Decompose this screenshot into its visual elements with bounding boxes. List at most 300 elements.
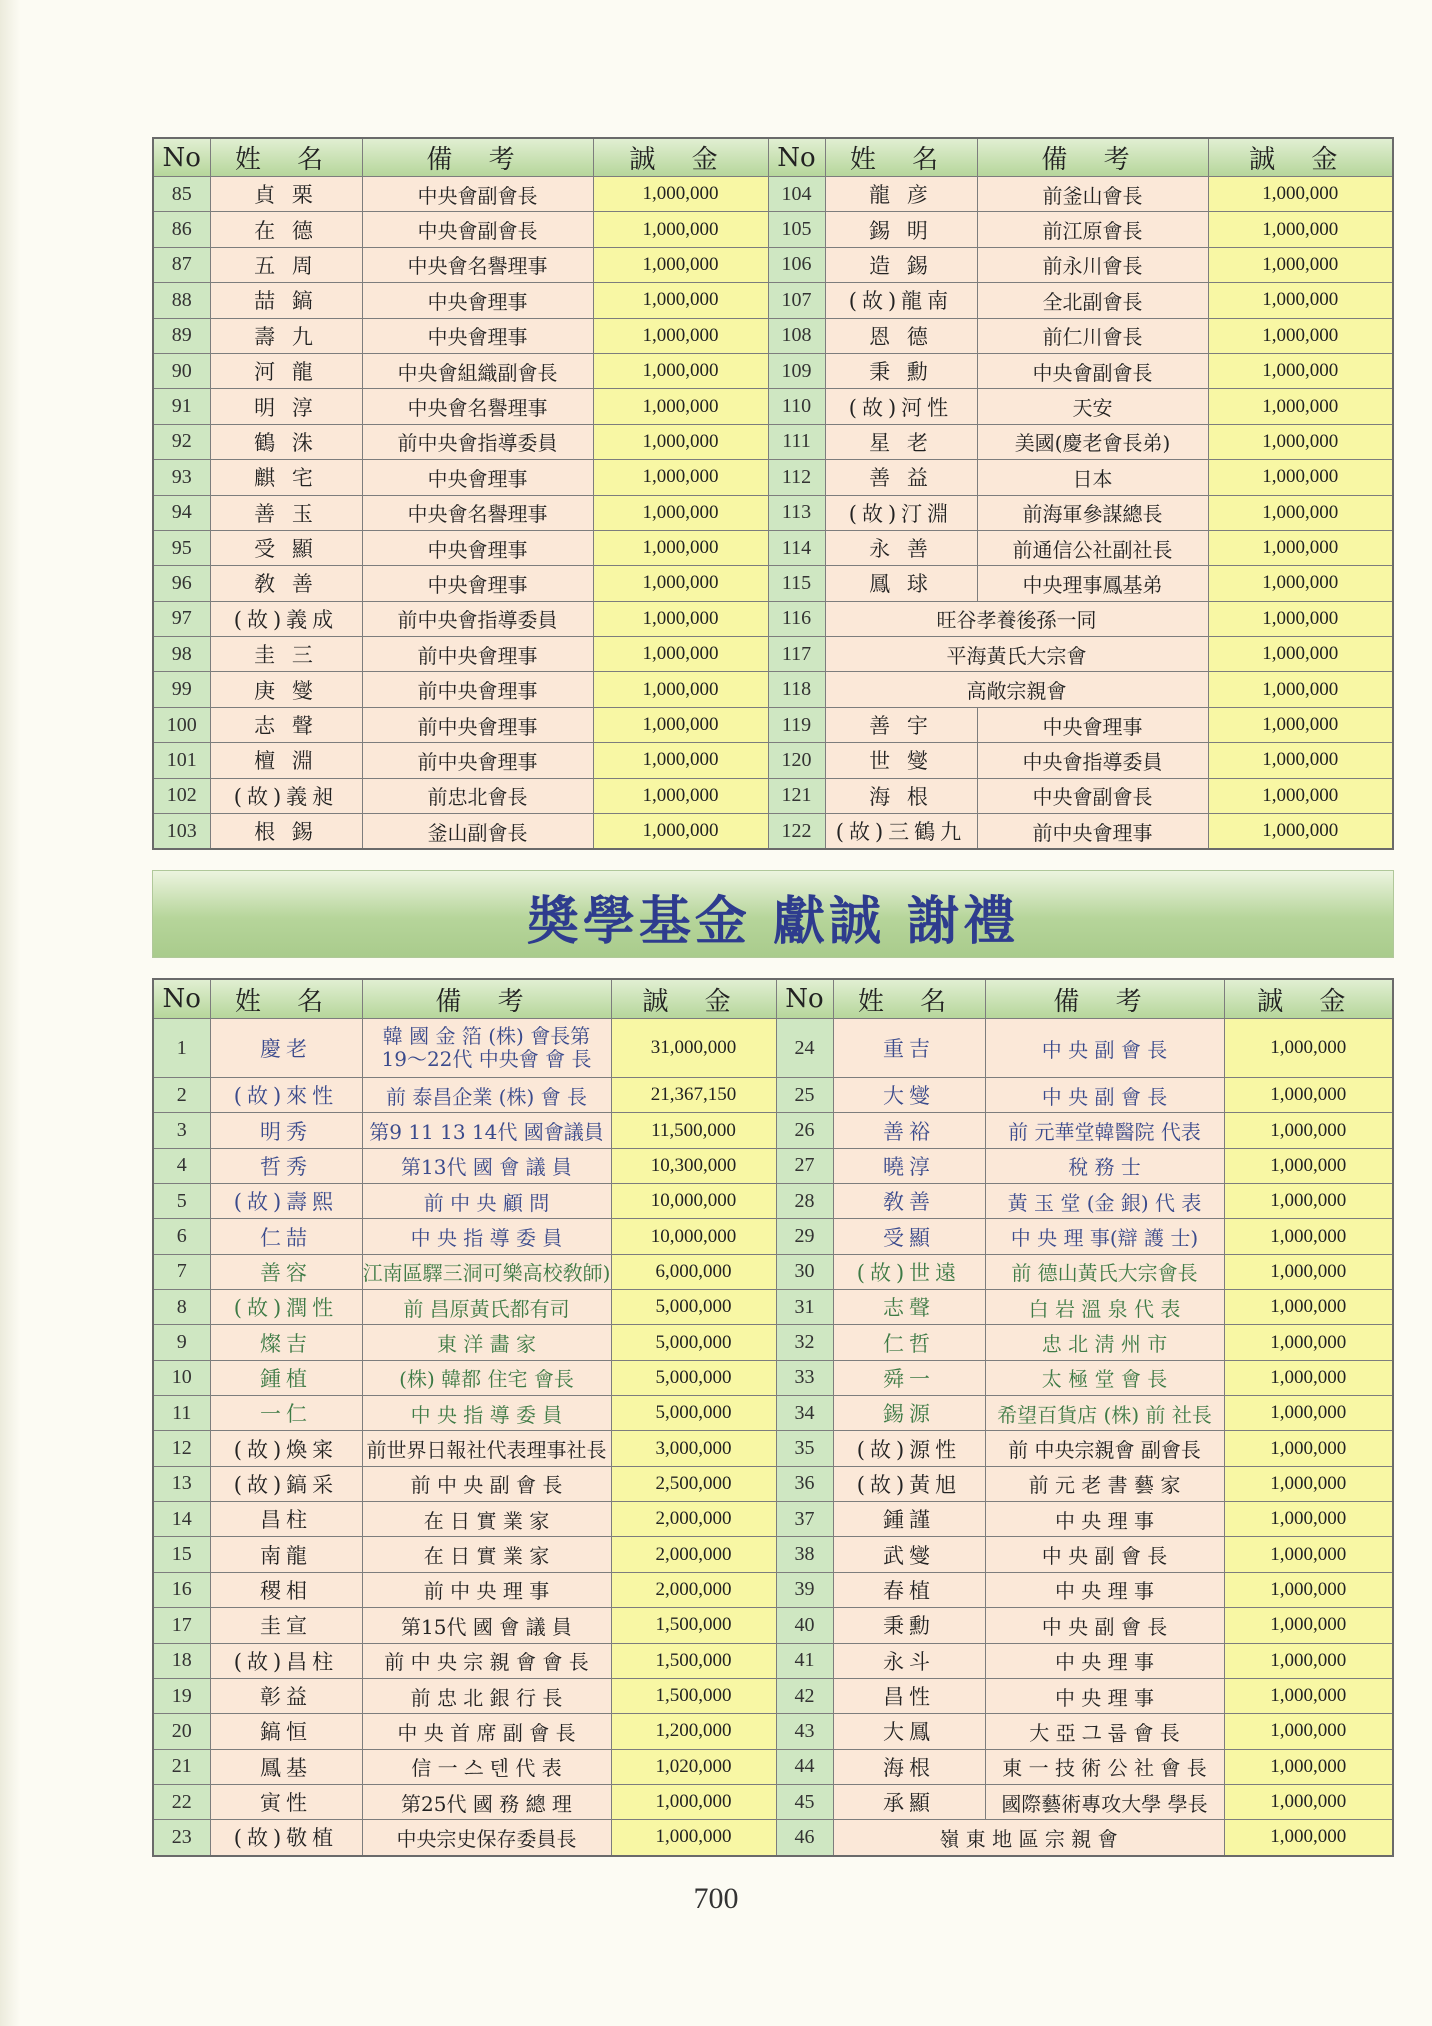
entry-note: 前 中 央 理 事 xyxy=(362,1572,611,1607)
entry-note: 黃 玉 堂 (金 銀) 代 表 xyxy=(985,1184,1224,1219)
table-row xyxy=(153,283,1393,318)
entry-amount: 1,000,000 xyxy=(1224,1572,1393,1607)
entry-name: 麒 宅 xyxy=(210,460,362,495)
entry-no: 5 xyxy=(153,1184,210,1219)
table-row xyxy=(153,707,1393,742)
entry-amount: 1,000,000 xyxy=(1224,1396,1393,1431)
header-name: 姓 名 xyxy=(825,138,977,177)
table-row xyxy=(153,1396,1393,1431)
entry-amount: 1,000,000 xyxy=(1208,707,1393,742)
entry-note: 天安 xyxy=(977,389,1208,424)
entry-note: 前中央會理事 xyxy=(362,707,593,742)
entry-name: 昌性 xyxy=(833,1678,985,1713)
entry-no: 96 xyxy=(153,566,210,601)
table-row xyxy=(153,1572,1393,1607)
donation-table-scholarship xyxy=(152,978,1394,1857)
entry-amount: 1,000,000 xyxy=(1224,1466,1393,1501)
table-row xyxy=(153,424,1393,459)
entry-amount: 1,000,000 xyxy=(593,389,768,424)
entry-amount: 5,000,000 xyxy=(611,1325,776,1360)
entry-note: 中 央 副 會 長 xyxy=(985,1608,1224,1643)
entry-amount: 1,000,000 xyxy=(1224,1678,1393,1713)
entry-name: 世 燮 xyxy=(825,743,977,778)
entry-amount: 11,500,000 xyxy=(611,1113,776,1148)
entry-no: 22 xyxy=(153,1784,210,1819)
entry-name: 錫 明 xyxy=(825,212,977,247)
entry-amount: 1,000,000 xyxy=(1208,530,1393,565)
entry-name: 圭宣 xyxy=(210,1608,362,1643)
entry-no: 91 xyxy=(153,389,210,424)
table-row xyxy=(153,495,1393,530)
entry-no: 38 xyxy=(776,1537,833,1572)
entry-no: 7 xyxy=(153,1254,210,1289)
entry-amount: 1,000,000 xyxy=(1208,601,1393,636)
entry-name: 曉淳 xyxy=(833,1148,985,1183)
entry-no: 95 xyxy=(153,530,210,565)
entry-no: 45 xyxy=(776,1784,833,1819)
table-row xyxy=(153,1784,1393,1819)
entry-amount: 1,000,000 xyxy=(1224,1360,1393,1395)
table-row xyxy=(153,247,1393,282)
entry-name: 貞 栗 xyxy=(210,177,362,212)
entry-note: 前 中 央 顧 問 xyxy=(362,1184,611,1219)
entry-name: 永 善 xyxy=(825,530,977,565)
entry-no: 98 xyxy=(153,637,210,672)
entry-name: 檀 淵 xyxy=(210,743,362,778)
entry-amount: 1,000,000 xyxy=(1224,1325,1393,1360)
header-amount: 誠 金 xyxy=(1208,138,1393,177)
entry-no: 118 xyxy=(768,672,825,707)
entry-note: 白 岩 溫 泉 代 表 xyxy=(985,1290,1224,1325)
page-number: 700 xyxy=(693,1882,739,1915)
entry-note: 國際藝術專攻大學 學長 xyxy=(985,1784,1224,1819)
entry-name: 敎善 xyxy=(833,1184,985,1219)
entry-note: 前仁川會長 xyxy=(977,318,1208,353)
entry-note: 前江原會長 xyxy=(977,212,1208,247)
entry-amount: 1,000,000 xyxy=(1208,495,1393,530)
entry-name: 海 根 xyxy=(825,778,977,813)
entry-name: 秉 勳 xyxy=(825,353,977,388)
entry-no: 42 xyxy=(776,1678,833,1713)
entry-note: 中央會理事 xyxy=(362,460,593,495)
entry-name: (故)義昶 xyxy=(210,778,362,813)
table-row xyxy=(153,1184,1393,1219)
entry-note: 釜山副會長 xyxy=(362,814,593,850)
entry-no: 46 xyxy=(776,1820,833,1856)
entry-note: 中 央 指 導 委 員 xyxy=(362,1396,611,1431)
entry-note: 前 忠 北 銀 行 長 xyxy=(362,1678,611,1713)
entry-no: 101 xyxy=(153,743,210,778)
entry-amount: 1,000,000 xyxy=(593,212,768,247)
table-row xyxy=(153,1714,1393,1749)
entry-no: 117 xyxy=(768,637,825,672)
entry-name: 善容 xyxy=(210,1254,362,1289)
entry-no: 114 xyxy=(768,530,825,565)
entry-no: 39 xyxy=(776,1572,833,1607)
entry-amount: 1,500,000 xyxy=(611,1678,776,1713)
entry-note: 江南區驛三洞可樂高校敎師) xyxy=(362,1254,611,1289)
entry-name: 善裕 xyxy=(833,1113,985,1148)
entry-note: 前海軍參謀總長 xyxy=(977,495,1208,530)
entry-note: 中央理事鳳基弟 xyxy=(977,566,1208,601)
entry-note: 中央會副會長 xyxy=(977,778,1208,813)
entry-amount: 1,000,000 xyxy=(1208,353,1393,388)
entry-note: 前 中 央 副 會 長 xyxy=(362,1466,611,1501)
entry-no: 34 xyxy=(776,1396,833,1431)
entry-name: 鍾植 xyxy=(210,1360,362,1395)
entry-note: 第9 11 13 14代 國會議員 xyxy=(362,1113,611,1148)
entry-no: 3 xyxy=(153,1113,210,1148)
entry-no: 25 xyxy=(776,1078,833,1113)
entry-note: 中央會名譽理事 xyxy=(362,495,593,530)
entry-name: 哲秀 xyxy=(210,1148,362,1183)
entry-amount: 1,000,000 xyxy=(1208,212,1393,247)
entry-amount: 1,000,000 xyxy=(593,353,768,388)
entry-amount: 10,000,000 xyxy=(611,1184,776,1219)
entry-name: 造 錫 xyxy=(825,247,977,282)
entry-no: 19 xyxy=(153,1678,210,1713)
entry-amount: 1,000,000 xyxy=(1224,1608,1393,1643)
entry-note: (株) 韓都 住宅 會長 xyxy=(362,1360,611,1395)
entry-no: 110 xyxy=(768,389,825,424)
table-row xyxy=(153,353,1393,388)
entry-amount: 10,300,000 xyxy=(611,1148,776,1183)
entry-note: 中央會理事 xyxy=(977,707,1208,742)
entry-no: 24 xyxy=(776,1019,833,1078)
entry-no: 23 xyxy=(153,1820,210,1856)
entry-name: 明 淳 xyxy=(210,389,362,424)
entry-name: 一仁 xyxy=(210,1396,362,1431)
entry-note: 第25代 國 務 總 理 xyxy=(362,1784,611,1819)
entry-merged-name: 旺谷孝養後孫一同 xyxy=(825,601,1208,636)
entry-name: 在 德 xyxy=(210,212,362,247)
entry-name: 五 周 xyxy=(210,247,362,282)
entry-amount: 1,000,000 xyxy=(593,247,768,282)
header-name: 姓 名 xyxy=(210,979,362,1019)
entry-amount: 1,020,000 xyxy=(611,1749,776,1784)
entry-note: 中 央 副 會 長 xyxy=(985,1019,1224,1078)
entry-no: 106 xyxy=(768,247,825,282)
entry-amount: 1,000,000 xyxy=(593,637,768,672)
header-note: 備 考 xyxy=(362,138,593,177)
entry-name: 舜一 xyxy=(833,1360,985,1395)
entry-name: 志 聲 xyxy=(210,707,362,742)
entry-name: 昌柱 xyxy=(210,1502,362,1537)
entry-no: 109 xyxy=(768,353,825,388)
entry-name: (故)汀淵 xyxy=(825,495,977,530)
entry-note: 前中央會指導委員 xyxy=(362,424,593,459)
entry-note: 美國(慶老會長弟) xyxy=(977,424,1208,459)
entry-no: 15 xyxy=(153,1537,210,1572)
header-no: No xyxy=(153,979,210,1019)
entry-amount: 1,000,000 xyxy=(1224,1290,1393,1325)
entry-name: 喆 鎬 xyxy=(210,283,362,318)
section-banner xyxy=(152,870,1394,958)
entry-name: 庚 燮 xyxy=(210,672,362,707)
entry-no: 18 xyxy=(153,1643,210,1678)
entry-no: 28 xyxy=(776,1184,833,1219)
entry-note: 在 日 實 業 家 xyxy=(362,1502,611,1537)
table-row xyxy=(153,1113,1393,1148)
entry-name: (故)壽熙 xyxy=(210,1184,362,1219)
entry-note: 大 亞 그 룹 會 長 xyxy=(985,1714,1224,1749)
table-row xyxy=(153,530,1393,565)
entry-no: 12 xyxy=(153,1431,210,1466)
header-name: 姓 名 xyxy=(833,979,985,1019)
entry-no: 8 xyxy=(153,1290,210,1325)
entry-no: 99 xyxy=(153,672,210,707)
entry-amount: 1,000,000 xyxy=(611,1784,776,1819)
entry-name: 鳳 球 xyxy=(825,566,977,601)
entry-amount: 1,000,000 xyxy=(1208,177,1393,212)
entry-note: 前中央會理事 xyxy=(362,672,593,707)
entry-amount: 1,000,000 xyxy=(1208,672,1393,707)
entry-no: 102 xyxy=(153,778,210,813)
header-amount: 誠 金 xyxy=(593,138,768,177)
table-row xyxy=(153,814,1393,850)
entry-amount: 1,000,000 xyxy=(1224,1148,1393,1183)
entry-amount: 1,000,000 xyxy=(1208,460,1393,495)
entry-no: 14 xyxy=(153,1502,210,1537)
table-row xyxy=(153,672,1393,707)
entry-amount: 1,000,000 xyxy=(593,778,768,813)
entry-name: (故)煥宷 xyxy=(210,1431,362,1466)
entry-amount: 1,000,000 xyxy=(1208,389,1393,424)
entry-note: 第15代 國 會 議 員 xyxy=(362,1608,611,1643)
entry-amount: 1,200,000 xyxy=(611,1714,776,1749)
entry-note-line: 19～22代 中央會 會 長 xyxy=(381,1047,592,1071)
entry-name: 稷相 xyxy=(210,1572,362,1607)
entry-amount: 1,000,000 xyxy=(1224,1019,1393,1078)
entry-note: 前中央會理事 xyxy=(977,814,1208,850)
entry-amount: 1,000,000 xyxy=(1224,1113,1393,1148)
entry-name: (故)世遠 xyxy=(833,1254,985,1289)
entry-name: 受顯 xyxy=(833,1219,985,1254)
table-row xyxy=(153,1360,1393,1395)
entry-name: 秉勳 xyxy=(833,1608,985,1643)
entry-amount: 1,000,000 xyxy=(593,814,768,850)
entry-no: 10 xyxy=(153,1360,210,1395)
entry-amount: 1,000,000 xyxy=(1224,1502,1393,1537)
entry-note: 忠 北 淸 州 市 xyxy=(985,1325,1224,1360)
entry-name: (故)鎬采 xyxy=(210,1466,362,1501)
entry-note xyxy=(362,1019,611,1078)
entry-amount: 1,000,000 xyxy=(593,743,768,778)
donation-table-top xyxy=(152,137,1394,850)
entry-name: (故)源性 xyxy=(833,1431,985,1466)
entry-amount: 2,500,000 xyxy=(611,1466,776,1501)
entry-note: 中央會名譽理事 xyxy=(362,389,593,424)
entry-note: 中 央 理 事 xyxy=(985,1643,1224,1678)
entry-no: 1 xyxy=(153,1019,210,1078)
table-row xyxy=(153,389,1393,424)
header-note: 備 考 xyxy=(985,979,1224,1019)
entry-amount: 1,000,000 xyxy=(1224,1254,1393,1289)
entry-amount: 1,000,000 xyxy=(593,530,768,565)
entry-no: 21 xyxy=(153,1749,210,1784)
entry-name: 圭 三 xyxy=(210,637,362,672)
entry-no: 93 xyxy=(153,460,210,495)
entry-no: 30 xyxy=(776,1254,833,1289)
entry-name: 鎬恒 xyxy=(210,1714,362,1749)
entry-note: 中 央 副 會 長 xyxy=(985,1078,1224,1113)
entry-amount: 1,000,000 xyxy=(1208,318,1393,353)
entry-no: 16 xyxy=(153,1572,210,1607)
entry-name: 大燮 xyxy=(833,1078,985,1113)
entry-amount: 1,000,000 xyxy=(1208,778,1393,813)
entry-no: 92 xyxy=(153,424,210,459)
entry-name: 根 錫 xyxy=(210,814,362,850)
entry-note: 中 央 首 席 副 會 長 xyxy=(362,1714,611,1749)
entry-name: 壽 九 xyxy=(210,318,362,353)
entry-note: 前中央會指導委員 xyxy=(362,601,593,636)
entry-name: 春植 xyxy=(833,1572,985,1607)
header-amount: 誠 金 xyxy=(1224,979,1393,1019)
table-row xyxy=(153,566,1393,601)
entry-no: 100 xyxy=(153,707,210,742)
entry-amount: 2,000,000 xyxy=(611,1572,776,1607)
entry-note: 希望百貨店 (株) 前 社長 xyxy=(985,1396,1224,1431)
entry-name: 仁哲 xyxy=(833,1325,985,1360)
entry-amount: 1,000,000 xyxy=(1208,743,1393,778)
entry-no: 11 xyxy=(153,1396,210,1431)
entry-no: 94 xyxy=(153,495,210,530)
table-row xyxy=(153,1502,1393,1537)
entry-note: 前 德山黃氏大宗會長 xyxy=(985,1254,1224,1289)
entry-note: 前通信公社副社長 xyxy=(977,530,1208,565)
table-row xyxy=(153,177,1393,212)
entry-name: 燦吉 xyxy=(210,1325,362,1360)
entry-name: (故)敬植 xyxy=(210,1820,362,1856)
entry-name: 明秀 xyxy=(210,1113,362,1148)
table-row xyxy=(153,1219,1393,1254)
entry-name: (故)義成 xyxy=(210,601,362,636)
entry-note: 中央會理事 xyxy=(362,318,593,353)
entry-note: 前中央會理事 xyxy=(362,743,593,778)
entry-no: 89 xyxy=(153,318,210,353)
entry-name: 仁喆 xyxy=(210,1219,362,1254)
header-amount: 誠 金 xyxy=(611,979,776,1019)
entry-note: 中 央 理 事 xyxy=(985,1678,1224,1713)
entry-no: 119 xyxy=(768,707,825,742)
table-row xyxy=(153,1466,1393,1501)
entry-name: 永斗 xyxy=(833,1643,985,1678)
entry-amount: 1,000,000 xyxy=(1224,1784,1393,1819)
table-row xyxy=(153,1537,1393,1572)
entry-no: 35 xyxy=(776,1431,833,1466)
entry-name: 重吉 xyxy=(833,1019,985,1078)
entry-note: 前 昌原黃氏都有司 xyxy=(362,1290,611,1325)
entry-note: 東 一 技 術 公 社 會 長 xyxy=(985,1749,1224,1784)
entry-amount: 1,500,000 xyxy=(611,1608,776,1643)
entry-note: 前釜山會長 xyxy=(977,177,1208,212)
entry-amount: 1,000,000 xyxy=(611,1820,776,1856)
entry-note: 太 極 堂 會 長 xyxy=(985,1360,1224,1395)
table-row xyxy=(153,1749,1393,1784)
entry-amount: 1,000,000 xyxy=(1224,1749,1393,1784)
entry-amount: 1,000,000 xyxy=(1224,1431,1393,1466)
entry-no: 85 xyxy=(153,177,210,212)
table-row xyxy=(153,743,1393,778)
entry-amount: 5,000,000 xyxy=(611,1360,776,1395)
entry-no: 113 xyxy=(768,495,825,530)
entry-amount: 5,000,000 xyxy=(611,1396,776,1431)
entry-name: 善 益 xyxy=(825,460,977,495)
entry-name: 星 老 xyxy=(825,424,977,459)
entry-note: 中央會名譽理事 xyxy=(362,247,593,282)
entry-no: 2 xyxy=(153,1078,210,1113)
entry-amount: 1,000,000 xyxy=(1224,1078,1393,1113)
entry-note: 中 央 指 導 委 員 xyxy=(362,1219,611,1254)
entry-amount: 1,000,000 xyxy=(1208,637,1393,672)
entry-no: 116 xyxy=(768,601,825,636)
table-row xyxy=(153,1325,1393,1360)
table-row xyxy=(153,1078,1393,1113)
entry-no: 32 xyxy=(776,1325,833,1360)
entry-amount: 1,000,000 xyxy=(593,566,768,601)
entry-name: 敎 善 xyxy=(210,566,362,601)
entry-note: 日本 xyxy=(977,460,1208,495)
entry-name: (故)來性 xyxy=(210,1078,362,1113)
entry-note: 中 央 理 事(辯 護 士) xyxy=(985,1219,1224,1254)
entry-note: 前 元華堂韓醫院 代表 xyxy=(985,1113,1224,1148)
entry-note: 中央會副會長 xyxy=(977,353,1208,388)
entry-amount: 1,000,000 xyxy=(1208,814,1393,850)
entry-note: 中 央 理 事 xyxy=(985,1502,1224,1537)
entry-name: 彰益 xyxy=(210,1678,362,1713)
entry-no: 36 xyxy=(776,1466,833,1501)
entry-note: 中央會指導委員 xyxy=(977,743,1208,778)
table-row xyxy=(153,318,1393,353)
entry-name: (故)三鶴九 xyxy=(825,814,977,850)
header-name: 姓 名 xyxy=(210,138,362,177)
entry-amount: 3,000,000 xyxy=(611,1431,776,1466)
entry-amount: 1,000,000 xyxy=(593,672,768,707)
table-row xyxy=(153,1019,1393,1078)
entry-no: 17 xyxy=(153,1608,210,1643)
entry-amount: 1,000,000 xyxy=(1224,1643,1393,1678)
entry-amount: 1,000,000 xyxy=(1224,1537,1393,1572)
entry-amount: 1,000,000 xyxy=(593,318,768,353)
entry-note: 前 中 央 宗 親 會 會 長 xyxy=(362,1643,611,1678)
entry-amount: 21,367,150 xyxy=(611,1078,776,1113)
entry-no: 9 xyxy=(153,1325,210,1360)
table-header-row xyxy=(153,979,1393,1019)
entry-no: 43 xyxy=(776,1714,833,1749)
page-edge-shadow xyxy=(0,0,20,2026)
entry-amount: 2,000,000 xyxy=(611,1502,776,1537)
entry-name: (故)昌柱 xyxy=(210,1643,362,1678)
entry-name: (故)河性 xyxy=(825,389,977,424)
entry-note: 全北副會長 xyxy=(977,283,1208,318)
entry-name: 恩 德 xyxy=(825,318,977,353)
entry-name: (故)龍南 xyxy=(825,283,977,318)
entry-note: 東 洋 畵 家 xyxy=(362,1325,611,1360)
entry-amount: 1,000,000 xyxy=(593,460,768,495)
table-row xyxy=(153,601,1393,636)
entry-no: 90 xyxy=(153,353,210,388)
entry-no: 122 xyxy=(768,814,825,850)
table-row xyxy=(153,637,1393,672)
entry-no: 111 xyxy=(768,424,825,459)
table-row xyxy=(153,1431,1393,1466)
entry-note: 中央宗史保存委員長 xyxy=(362,1820,611,1856)
entry-no: 4 xyxy=(153,1148,210,1183)
entry-note: 前忠北會長 xyxy=(362,778,593,813)
entry-no: 112 xyxy=(768,460,825,495)
entry-no: 87 xyxy=(153,247,210,282)
entry-amount: 1,000,000 xyxy=(1224,1820,1393,1856)
